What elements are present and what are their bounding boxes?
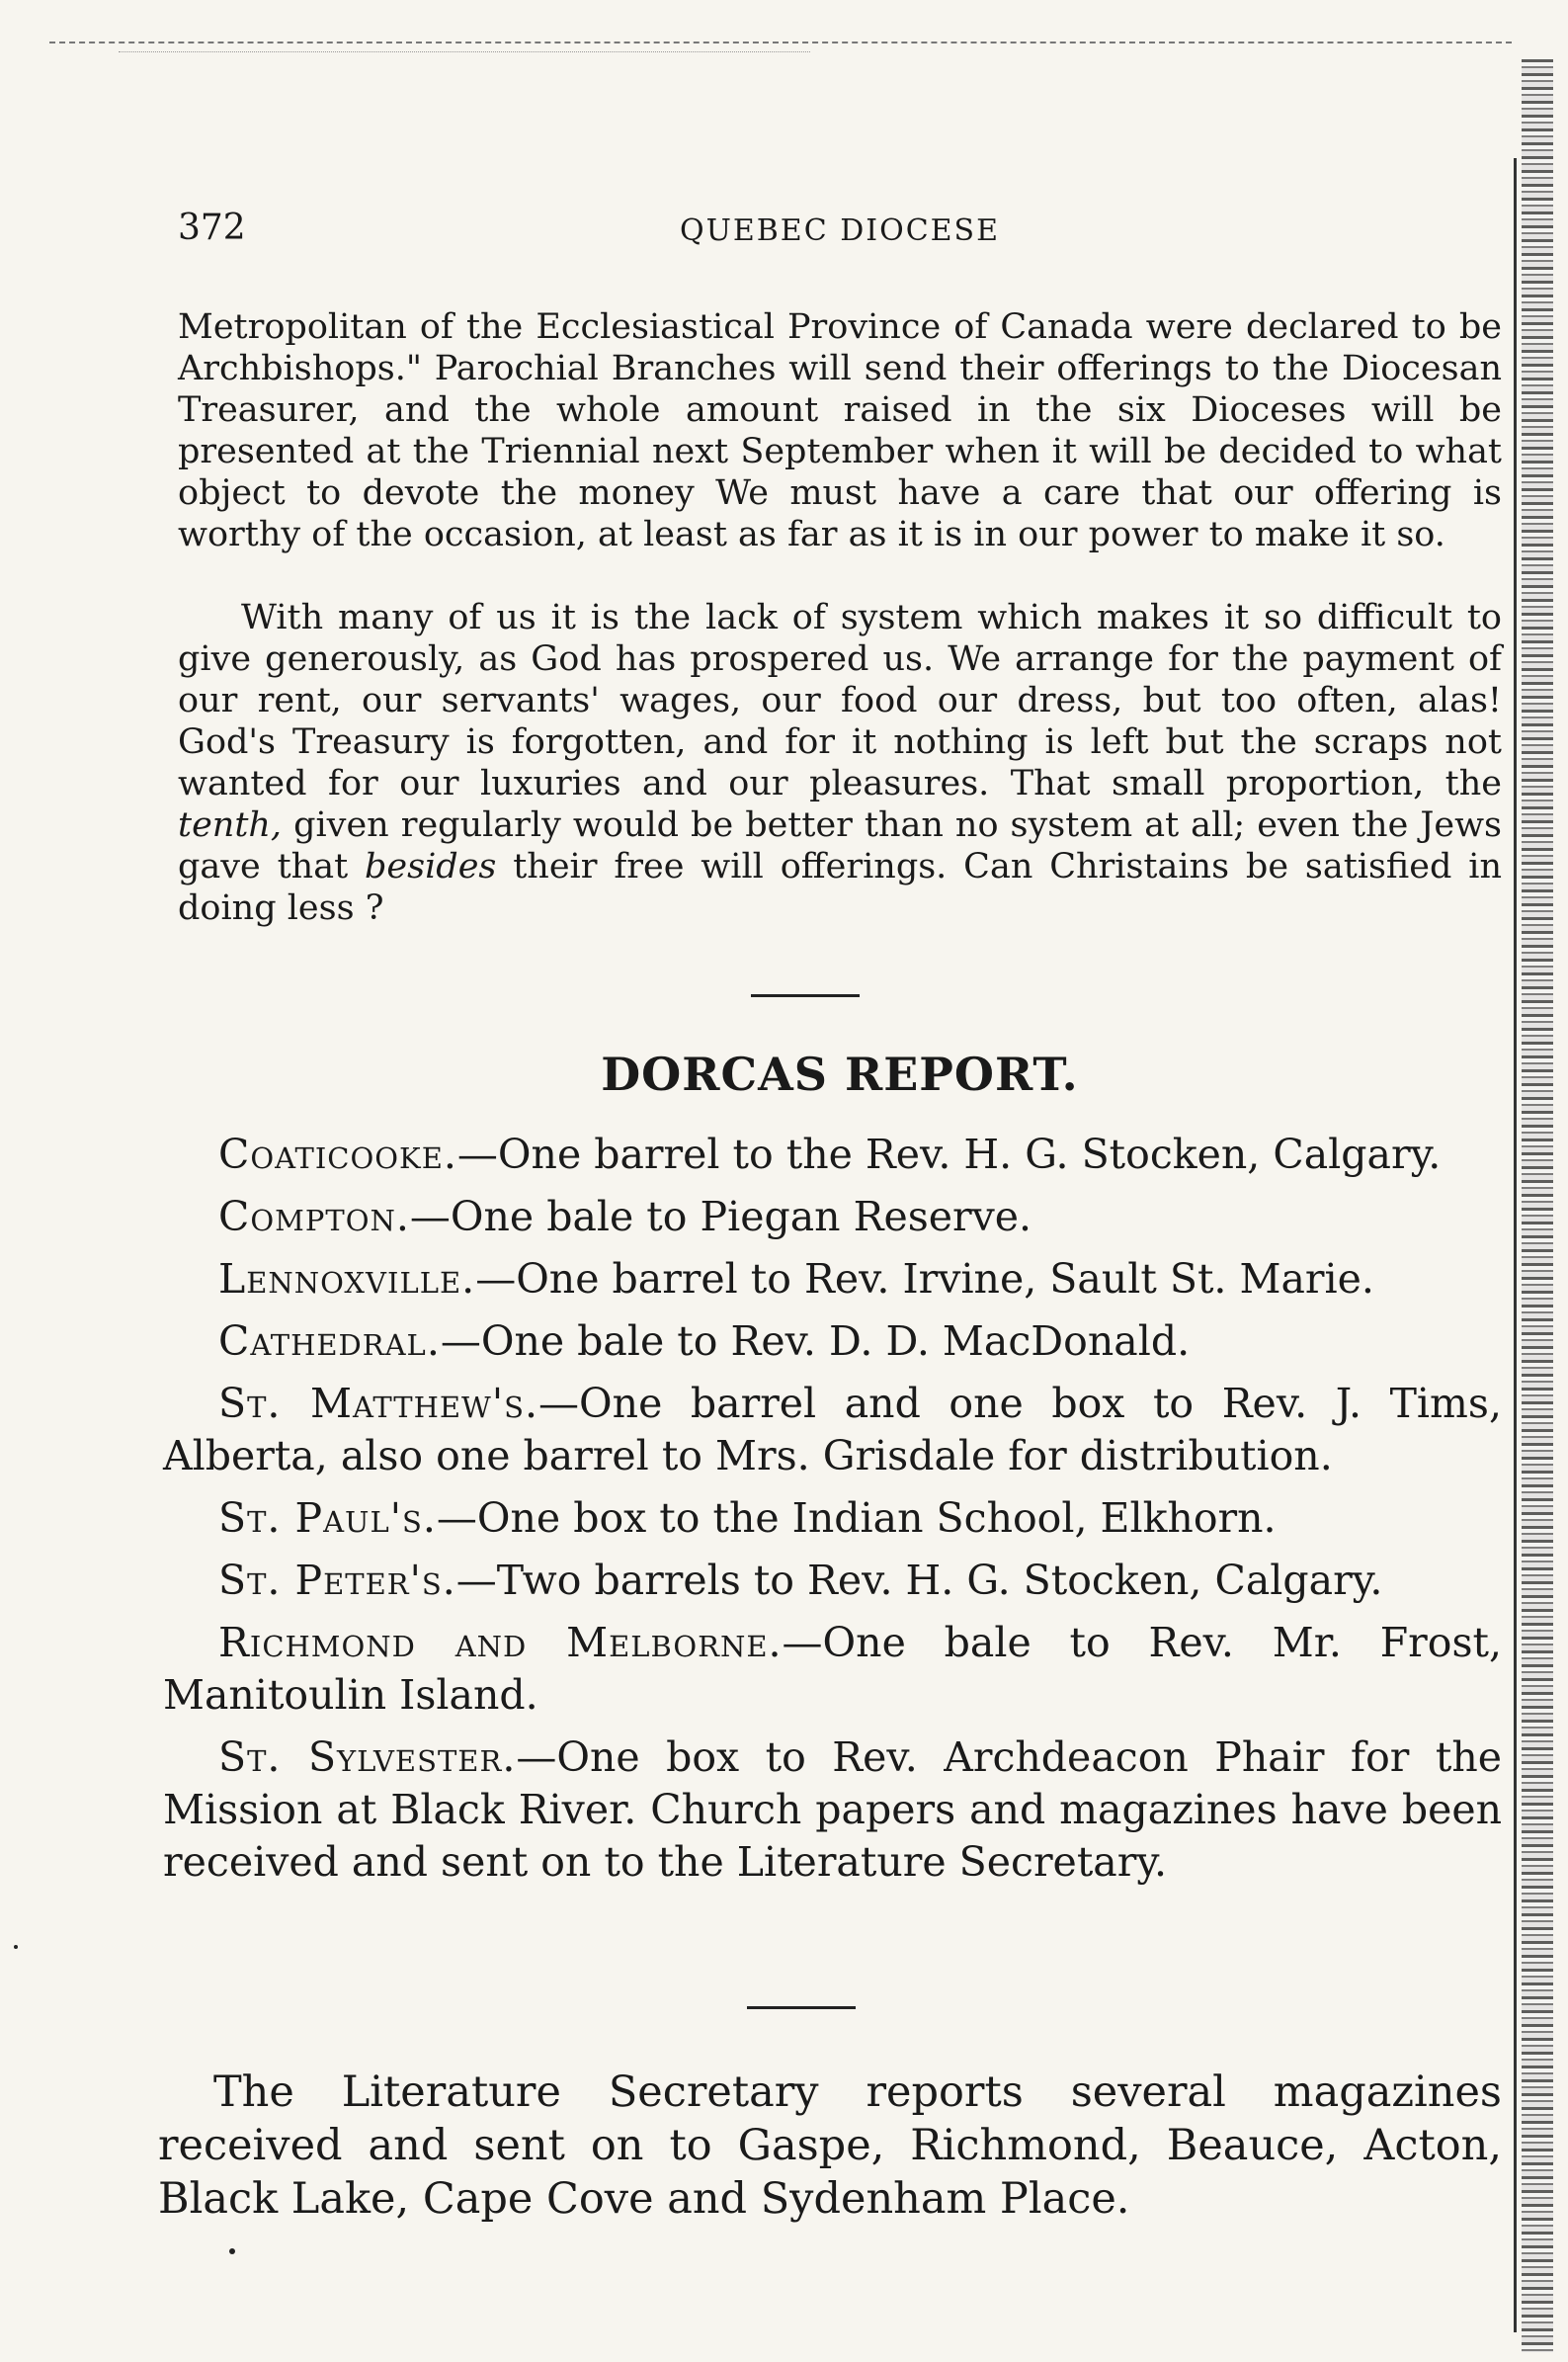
print-speck	[14, 1945, 18, 1949]
section-divider	[747, 2006, 856, 2009]
report-entry-text: —One box to Rev. Archdeacon Phair for the Mission at Black River. Church papers and magazines have been received and sent on to the Literature Secretary.	[163, 1733, 1502, 1886]
dorcas-report-list	[163, 1129, 1502, 1898]
paragraph-system-giving	[178, 597, 1502, 929]
report-entry-place: Richmond and Melborne.	[218, 1619, 783, 1666]
report-entry-text: —Two barrels to Rev. H. G. Stocken, Calgary.	[455, 1557, 1383, 1604]
report-entry	[163, 1253, 1502, 1306]
page-binding-edge	[1522, 59, 1553, 2352]
report-entry-place: Cathedral.	[218, 1317, 441, 1365]
section-divider	[751, 994, 860, 997]
report-entry	[163, 1129, 1502, 1181]
section-title-dorcas-report: DORCAS REPORT.	[601, 1048, 1079, 1101]
report-entry-text: —One bale to Piegan Reserve.	[409, 1193, 1032, 1240]
report-entry	[163, 1315, 1502, 1368]
report-entry-text: —One box to the Indian School, Elkhorn.	[436, 1494, 1277, 1542]
report-entry-place: St. Sylvester.	[218, 1733, 517, 1781]
paragraph-text-part: given regularly would be better than no system at all; even the Jews gave that	[178, 805, 1502, 886]
report-entry-text: —One barrel to the Rev. H. G. Stocken, Calgary.	[456, 1131, 1442, 1178]
report-entry-text: —One barrel to Rev. Irvine, Sault St. Marie.	[475, 1255, 1374, 1303]
top-edge-rule-faint	[119, 51, 810, 52]
page-number: 372	[178, 208, 246, 248]
binding-edge-line	[1514, 158, 1517, 2332]
report-entry	[163, 1731, 1502, 1889]
top-edge-rule	[49, 42, 1512, 43]
print-speck	[229, 2248, 235, 2254]
report-entry	[163, 1617, 1502, 1722]
paragraph-literature-secretary: The Literature Secretary reports several magazines received and sent on to Gaspe, Richmond, Beauce, Acton, Black Lake, Cape Cove and Sydenham Place.	[158, 2067, 1502, 2224]
report-entry-text: —One barrel and one box to Rev. J. Tims, Alberta, also one barrel to Mrs. Grisdale for distribution.	[163, 1380, 1502, 1479]
report-entry-place: St. Matthew's.	[218, 1380, 539, 1427]
paragraph-metropolitan: Metropolitan of the Ecclesiastical Province of Canada were declared to be Archbishops." Parochial Branches will send their offerings to the Diocesan Treasurer, and the whole amount raised in the six Dioceses will be presented at the Triennial next September when it will be decided to what object to devote the money We must have a care that our offering is worthy of the occasion, at least as far as it is in our power to make it so.	[178, 307, 1502, 554]
report-entry-place: Compton.	[218, 1193, 410, 1240]
report-entry-place: St. Peter's.	[218, 1557, 456, 1604]
report-entry-text: —One bale to Rev. Mr. Frost, Manitoulin Island.	[163, 1619, 1502, 1719]
paragraph-text-part: their free will offerings. Can Christains be satisfied in doing less ?	[178, 847, 1502, 928]
paragraph-text-part: With many of us it is the lack of system which makes it so difficult to give generously, as God has prospered us. We arrange for the payment of our rent, our servants' wages, our food our dress, but too often, alas! God's Treasury is forgotten, and for it nothing is left but the scraps not wanted for our luxuries and our pleasures. That small proportion, the	[178, 598, 1502, 803]
report-entry-place: Coaticooke.	[218, 1131, 457, 1178]
report-entry-place: Lennoxville.	[218, 1255, 476, 1303]
report-entry-text: —One bale to Rev. D. D. MacDonald.	[440, 1317, 1191, 1365]
running-title: QUEBEC DIOCESE	[679, 213, 1000, 248]
emphasis-tenth: tenth,	[178, 805, 283, 845]
report-entry	[163, 1191, 1502, 1243]
report-entry-place: St. Paul's.	[218, 1494, 437, 1542]
report-entry	[163, 1492, 1502, 1545]
report-entry	[163, 1378, 1502, 1482]
emphasis-besides: besides	[365, 847, 497, 886]
page-header	[178, 208, 1502, 267]
report-entry	[163, 1555, 1502, 1607]
